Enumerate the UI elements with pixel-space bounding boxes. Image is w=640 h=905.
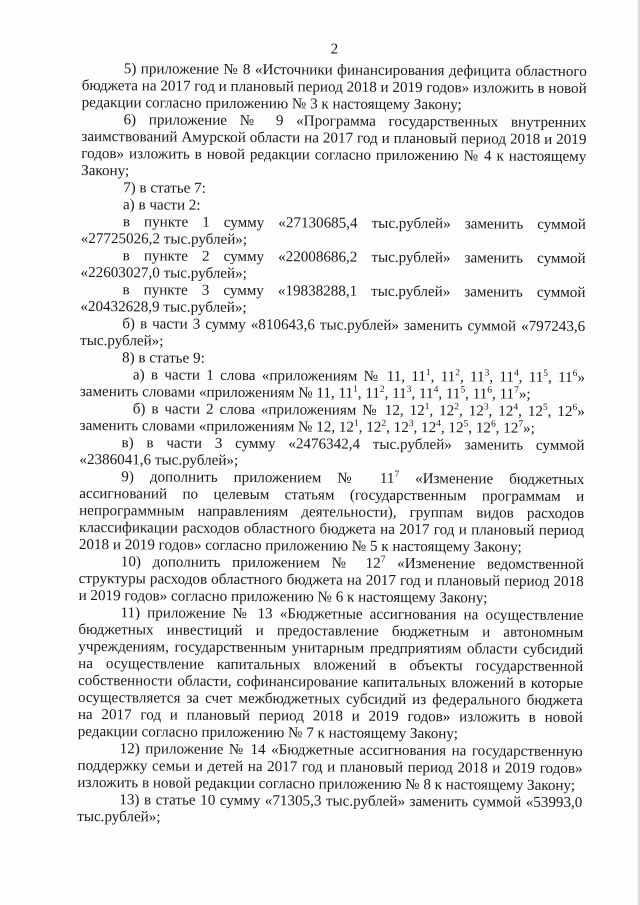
paragraph-item-7: 7) в статье 7: (123, 180, 206, 197)
paragraph-item-8: 8) в статье 9: (122, 350, 205, 367)
paragraph-item-9: 9) дополнить приложением № $11^7$ «Изменение бюджетных ассигнований по целевым статьям (государственным программам и непрограммным направлениям деятельности), группам видов расходов классификации расходов областного бюджета на 2017 год и плановый период 2018 и 2019 годов» согласно приложению № 5 к настоящему Закону; (78, 469, 585, 556)
paragraph-point-3: в пункте 3 сумму «19838288,1 тыс.рублей» заменить суммой «20432628,9 тыс.рублей»; (80, 282, 586, 317)
paragraph-item-8v: в) в части 3 сумму «2476342,4 тыс.рублей» заменить суммой «2386041,6 тыс.рублей»; (79, 435, 585, 469)
paragraph-item-7a: а) в части 2: (122, 197, 201, 214)
paragraph-item-5: 5) приложение № 8 «Источники финансирования дефицита областного бюджета на 2017 год и плановый период 2018 и 2019 годов» изложить в новой редакции согласно приложению № 3 к настоящему Закону; (81, 61, 587, 114)
paragraph-point-1: в пункте 1 сумму «27130685,4 тыс.рублей» заменить суммой «27725026,2 тыс.рублей»; (80, 214, 586, 249)
page-number: 2 (330, 41, 339, 58)
paragraph-item-8a: а) в части 1 слова «приложениям № 11, $11^1$, $11^2$, $11^3$, $11^4$, $11^5$, $11^6$» заменить словами «приложениям № 11, $11^1$, $11^2$, $11^3$, $11^4$, $11^5$, $11^6$, $11^7$»; (79, 367, 585, 403)
document-page (77, 40, 587, 829)
paragraph-item-12: 12) приложение № 14 «Бюджетные ассигнования на государственную поддержку семьи и детей на 2017 год и плановый период 2018 и 2019 годов» изложить в новой редакции согласно приложению № 8 к настоящему Закону; (77, 741, 583, 795)
paragraph-point-2: в пункте 2 сумму «22008686,2 тыс.рублей» заменить суммой «22603027,0 тыс.рублей»; (80, 248, 586, 283)
paragraph-item-10: 10) дополнить приложением № $12^7$ «Изменение ведомственной структуры расходов областного бюджета на 2017 год и плановый период 2018 и 2019 годов» согласно приложению № 6 к настоящему Закону; (78, 554, 584, 607)
paragraph-item-7b: б) в части 3 сумму «810643,6 тыс.рублей» заменить суммой «797243,6 тыс.рублей»; (80, 316, 586, 350)
paragraph-item-8b: б) в части 2 слова «приложениям № 12, $12^1$, $12^2$, $12^3$, $12^4$, $12^5$, $12^6$» заменить словами «приложениям № 12, $12^1$, $12^2$, $12^3$, $12^4$, $12^5$, $12^6$, $12^7$»; (79, 401, 585, 437)
paragraph-item-6: 6) приложение № 9 «Программа государственных внутренних заимствований Амурской области на 2017 год и плановый период 2018 и 2019 годов» изложить в новой редакции согласно приложению № 4 к настоящему Закону; (81, 112, 587, 180)
paragraph-item-11: 11) приложение № 13 «Бюджетные ассигнования на осуществление бюджетных инвестиций и предоставление бюджетным и автономным учреждениям, государственным унитарным предприятиям области субсидий на осуществление капитальных вложений в объекты государственной собственности области, софинансирование капитальных вложений в которые осуществляется за счет межбюджетных субсидий из федерального бюджета на 2017 год и плановый период 2018 и 2019 годов» изложить в новой редакции согласно приложению № 7 к настоящему Закону; (77, 605, 584, 743)
paragraph-item-13: 13) в статье 10 сумму «71305,3 тыс.рублей» заменить суммой «53993,0 тыс.рублей»; (77, 792, 583, 826)
